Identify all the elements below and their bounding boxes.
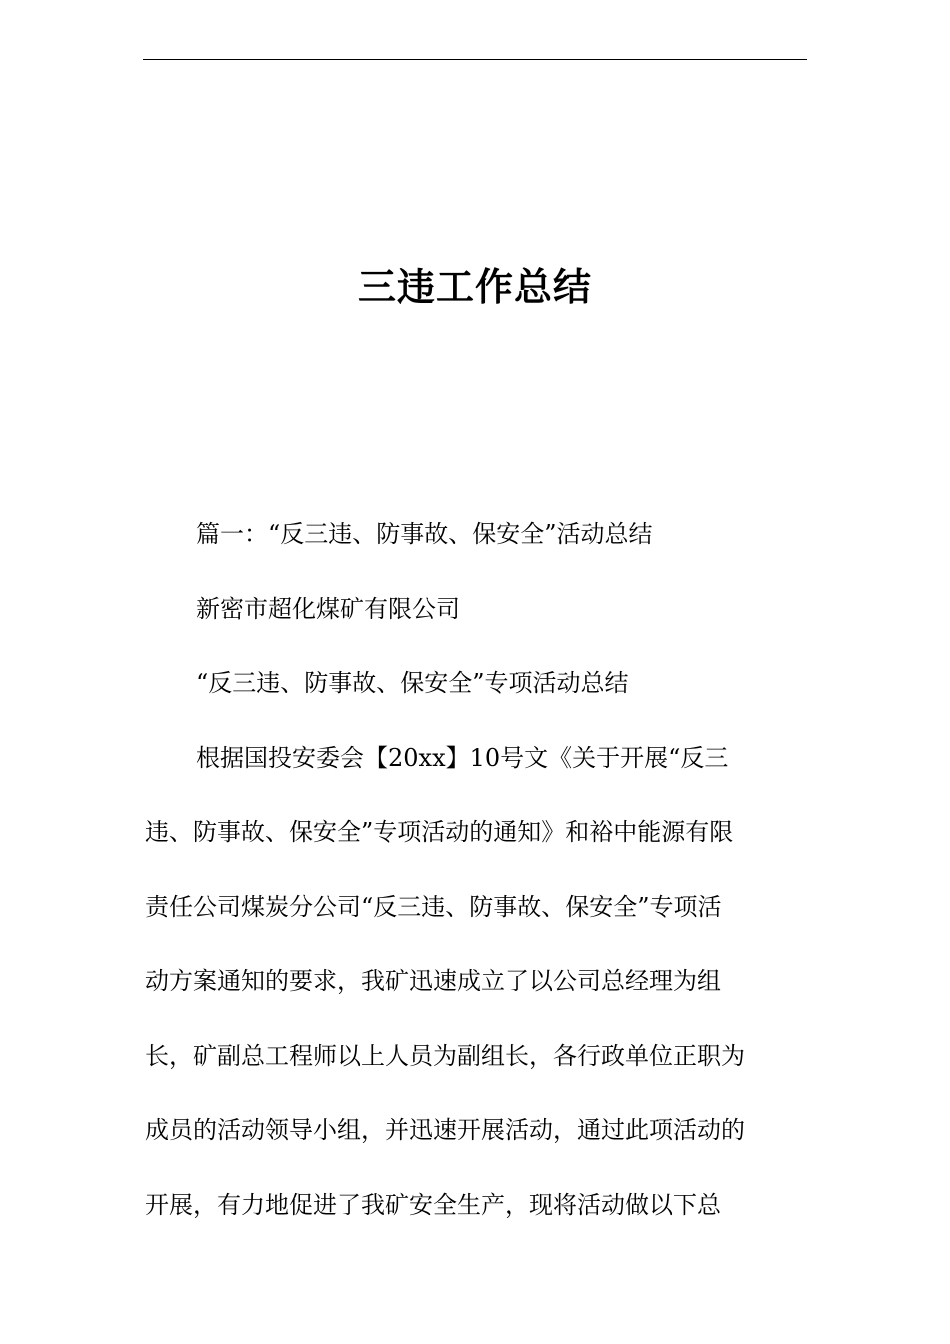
paragraph-line: 责任公司煤炭分公司“反三违、防事故、保安全”专项活: [145, 892, 722, 921]
company-name: 新密市超化煤矿有限公司: [196, 594, 460, 623]
document-title: 三违工作总结: [357, 265, 592, 309]
paragraph-line: 根据国投安委会【20xx】10号文《关于开展“反三: [196, 743, 729, 772]
paragraph-line: 长，矿副总工程师以上人员为副组长，各行政单位正职为: [145, 1041, 745, 1070]
paragraph-line: 成员的活动领导小组，并迅速开展活动，通过此项活动的: [145, 1116, 745, 1144]
section-heading: 篇一：“反三违、防事故、保安全”活动总结: [196, 520, 653, 548]
header-rule: [143, 59, 807, 60]
paragraph-line: 动方案通知的要求，我矿迅速成立了以公司总经理为组: [145, 967, 721, 995]
document-body: [145, 497, 785, 1242]
summary-subtitle: “反三违、防事故、保安全”专项活动总结: [196, 669, 629, 697]
paragraph-line: 开展，有力地促进了我矿安全生产，现将活动做以下总: [145, 1190, 721, 1219]
paragraph-line: 违、防事故、保安全”专项活动的通知》和裕中能源有限: [145, 818, 734, 846]
